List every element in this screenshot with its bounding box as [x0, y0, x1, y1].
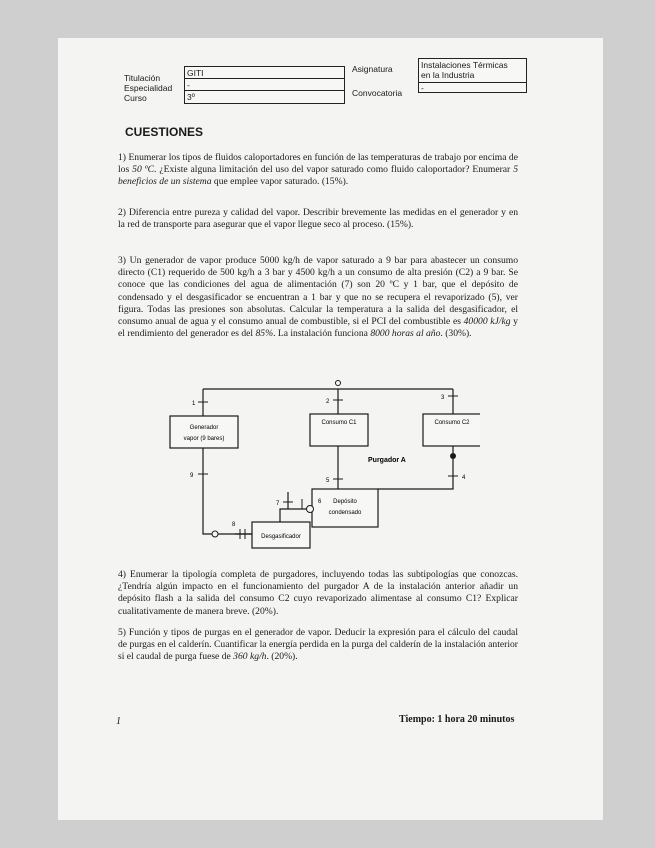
purgador-a-symbol	[450, 453, 456, 459]
question-1-temperature: 50 ºC	[132, 164, 155, 176]
question-5-flow: 360 kg/h	[233, 651, 267, 663]
deposito-label-line2: condensado	[328, 510, 362, 516]
point-label-3: 3	[441, 395, 445, 401]
point-label-8: 8	[232, 522, 236, 528]
point-label-9: 9	[190, 473, 194, 479]
titulacion-value: GITI	[187, 68, 204, 78]
field-divider	[418, 82, 526, 83]
question-3	[118, 255, 518, 340]
feed-line-9	[203, 446, 252, 534]
consumo-c1-label: Consumo C1	[321, 420, 357, 426]
purgador-a-label: Purgador A	[368, 457, 406, 464]
point-marker-5	[333, 474, 343, 484]
question-1-text: que emplee vapor saturado. (15%).	[211, 176, 349, 188]
point-marker-3	[448, 391, 458, 401]
curso-value: 3º	[187, 92, 195, 102]
point-label-4: 4	[462, 475, 466, 481]
point-marker-2	[333, 395, 343, 405]
question-3-text: y el rendimiento del generador es del	[118, 316, 518, 340]
generador-label-line2: vapor (9 bares)	[183, 436, 225, 442]
valve-symbol	[336, 381, 341, 386]
question-3-hours: 8000 horas al año	[370, 328, 441, 340]
question-1-benefits: 5 beneficios de un sistema	[118, 164, 518, 188]
generador-label-line1: Generador	[189, 425, 219, 431]
deposito-box	[312, 489, 378, 527]
titulacion-label: Titulación	[124, 73, 161, 83]
question-3-efficiency: 85%	[255, 328, 274, 340]
point-marker-9	[198, 469, 208, 479]
point-label-1: 1	[192, 401, 196, 407]
pump-symbol	[307, 506, 314, 513]
section-title: CUESTIONES	[125, 125, 204, 139]
question-5	[118, 627, 518, 664]
generador-box	[170, 416, 238, 448]
asignatura-value-line2: en la Industria	[421, 70, 475, 80]
question-3-text: . (30%).	[440, 328, 472, 340]
asignatura-label: Asignatura	[352, 64, 393, 74]
question-1-text: 1) Enumerar los tipos de fluidos caloportadores en función de las temperaturas de trabajo por encima de los	[118, 152, 518, 176]
point-marker-1	[198, 397, 208, 407]
titulacion-field-box	[184, 66, 345, 104]
page-number: 1	[116, 716, 121, 727]
point-marker-6	[297, 499, 307, 509]
question-3-text: 3) Un generador de vapor produce 5000 kg/h de vapor saturado a 9 bar para abastecer un consumo directo (C1) requerido de 500 kg/h a 3 bar y 4500 kg/h a un consumo de alta presión (C2) a 9 bar. Se conoce que las condiciones del agua de alimentación (7) son 20 ºC y 1 bar, que el depósito de condensado y el desgasificador se encuentran a 1 bar y que no se recupera el revaporizado (5), ver figura. Todas las presiones son absolutas. Calcular la temperatura a la salida del desgasificador, el consumo anual de agua y el consumo anual de combustible, si el PCI del combustible es	[118, 255, 518, 328]
especialidad-value: -	[187, 80, 190, 90]
question-5-text: . (20%).	[266, 651, 298, 663]
point-label-6: 6	[318, 499, 322, 505]
consumo-c2-label: Consumo C2	[434, 420, 470, 426]
feed-pump-symbol	[212, 531, 218, 537]
asignatura-value-line1: Instalaciones Térmicas	[421, 60, 508, 70]
curso-label: Curso	[124, 93, 147, 103]
deposito-label-line1: Depósito	[333, 499, 357, 505]
especialidad-label: Especialidad	[124, 83, 173, 93]
convocatoria-label: Convocatoria	[352, 88, 403, 98]
point-label-5: 5	[326, 478, 330, 484]
point-marker-4	[448, 471, 458, 481]
question-1	[118, 152, 518, 189]
point-label-7: 7	[276, 501, 280, 507]
point-label-2: 2	[326, 399, 330, 405]
desgasificador-label: Desgasificador	[261, 534, 301, 540]
question-3-text: . La instalación funciona	[273, 328, 371, 340]
question-1-text: . ¿Existe alguna limitación del uso del vapor saturado como fluido caloportador? Enumerar	[154, 164, 514, 176]
installation-diagram	[160, 374, 480, 554]
exam-duration: Tiempo: 1 hora 20 minutos	[399, 714, 515, 725]
convocatoria-value: -	[421, 83, 424, 93]
consumo-c1-box	[310, 414, 368, 446]
question-2: 2) Diferencia entre pureza y calidad del vapor. Describir brevemente las medidas en el generador y en la red de transporte para asegurar que el vapor llegue seco al proceso. (15%).	[118, 207, 518, 231]
question-3-pci: 40000 kJ/kg	[463, 316, 511, 328]
question-4: 4) Enumerar la tipología completa de purgadores, incluyendo todas las subtipologías que conozcas. ¿Tendría algún impacto en el funcionamiento del purgador A de la instalación anterior añadir un depósito flash a la salida del consumo C2 cuyo revaporizado alimentase al consumo C1? Explicar cualitativamente de manera breve. (20%).	[118, 569, 518, 617]
field-divider	[184, 78, 344, 79]
question-5-text: 5) Función y tipos de purgas en el generador de vapor. Deducir la expresión para el cálculo del caudal de purgas en el calderín. Cuantificar la energía perdida en la purga del calderín de la instalación anterior si el caudal de purga fuese de	[118, 627, 518, 663]
condensate-line-4	[378, 446, 453, 489]
consumo-c2-box	[423, 414, 480, 446]
field-divider	[184, 90, 344, 91]
